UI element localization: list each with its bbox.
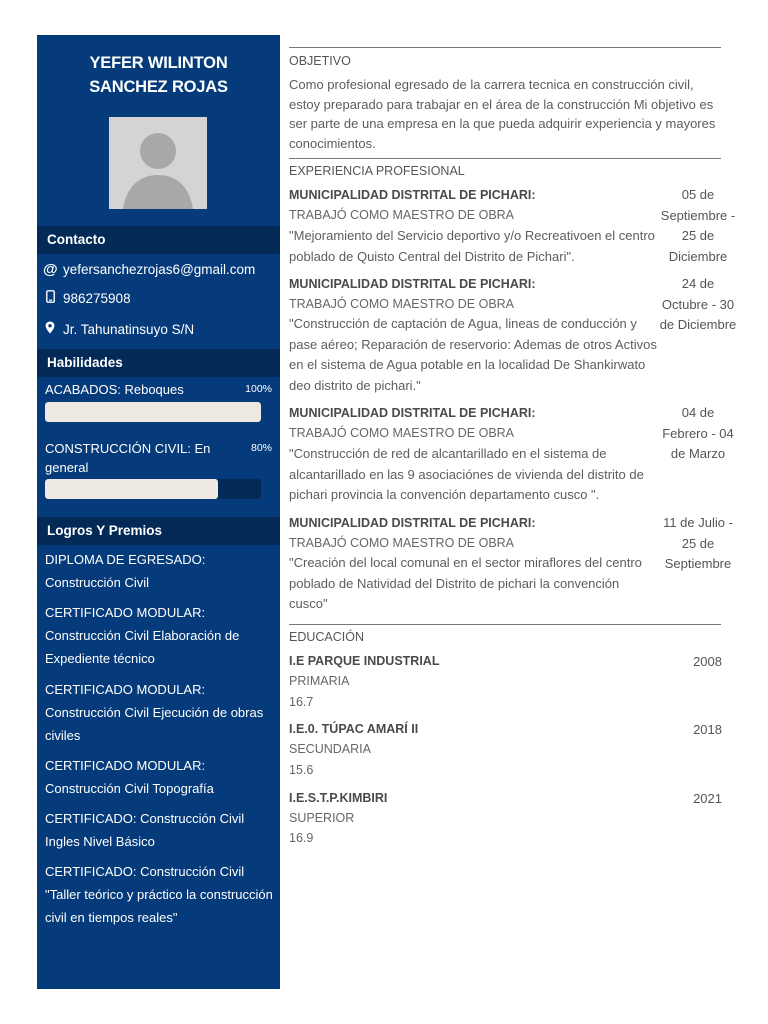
- experience-role: TRABAJÓ COMO MAESTRO DE OBRA: [289, 536, 515, 550]
- contact-address: [43, 321, 194, 339]
- experience-desc: "Mejoramiento del Servicio deportivo y/o Recreativoen el centro poblado de Quisto Central del Distrito de Pichari".: [289, 228, 655, 264]
- experience-org: MUNICIPALIDAD DISTRITAL DE PICHARI:: [289, 516, 536, 530]
- contact-email[interactable]: [43, 261, 255, 279]
- divider: [289, 624, 721, 625]
- award-item: CERTIFICADO: Construcción Civil "Taller teórico y práctico la construcción civil en tiempos reales": [45, 864, 273, 925]
- experience-date: 24 de Octubre - 30 de Diciembre: [659, 276, 737, 332]
- skill-bar: [45, 402, 261, 422]
- divider: [289, 47, 721, 48]
- name-line-1: YEFER WILINTON: [89, 54, 228, 72]
- experience-role: TRABAJÓ COMO MAESTRO DE OBRA: [289, 208, 515, 222]
- education-school: I.E.0. TÚPAC AMARÍ II: [289, 722, 419, 736]
- phone-icon: [43, 290, 57, 308]
- skill-percent: 100%: [245, 383, 272, 395]
- education-year: 2018: [693, 722, 722, 737]
- education-year: 2021: [693, 791, 722, 806]
- objective-text: Como profesional egresado de la carrera tecnica en construcción civil, estoy preparado para trabajar en el área de la construcción Mi objetivo es ser parte de una empresa en la que pueda adquirir experiencia y mayores conocimientos.: [289, 77, 716, 151]
- education-grade: 15.6: [289, 763, 314, 777]
- education-school: I.E.S.T.P.KIMBIRI: [289, 791, 388, 805]
- education-level: PRIMARIA: [289, 674, 350, 688]
- sidebar: [37, 35, 280, 989]
- divider: [289, 158, 721, 159]
- education-grade: 16.9: [289, 831, 314, 845]
- contact-heading: Contacto: [37, 226, 280, 254]
- skill-label: CONSTRUCCIÓN CIVIL: En general: [45, 441, 211, 475]
- name-line-2: SANCHEZ ROJAS: [89, 78, 228, 96]
- experience-role: TRABAJÓ COMO MAESTRO DE OBRA: [289, 297, 515, 311]
- experience-org: MUNICIPALIDAD DISTRITAL DE PICHARI:: [289, 406, 536, 420]
- map-pin-icon: [43, 321, 57, 339]
- awards-heading: Logros Y Premios: [37, 517, 280, 545]
- profile-photo: [109, 117, 207, 209]
- email-text: yefersanchezrojas6@gmail.com: [63, 262, 256, 277]
- experience-desc: "Construcción de red de alcantarillado en el sistema de alcantarillado en las 9 asociaciónes de vivienda del distrito de pichari provincia la convención departamento cusco ".: [289, 446, 644, 502]
- education-level: SECUNDARIA: [289, 742, 371, 756]
- experience-org: MUNICIPALIDAD DISTRITAL DE PICHARI:: [289, 188, 536, 202]
- contact-phone[interactable]: [43, 290, 131, 308]
- education-year: 2008: [693, 654, 722, 669]
- experience-date: 05 de Septiembre - 25 de Diciembre: [660, 187, 736, 264]
- award-item: CERTIFICADO: Construcción Civil Ingles Nivel Básico: [45, 811, 245, 849]
- experience-org: MUNICIPALIDAD DISTRITAL DE PICHARI:: [289, 277, 536, 291]
- award-item: CERTIFICADO MODULAR: Construcción Civil Elaboración de Expediente técnico: [45, 605, 240, 666]
- skill-bar: [45, 479, 261, 499]
- skill-percent: 80%: [250, 442, 272, 454]
- education-level: SUPERIOR: [289, 811, 355, 825]
- skill-bar-fill: [45, 402, 261, 422]
- skill-label: ACABADOS: Reboques: [45, 382, 184, 397]
- objective-heading: OBJETIVO: [289, 54, 351, 68]
- experience-desc: "Creación del local comunal en el sector miraflores del centro poblado de Natividad del Distrito de pichari la convención cusco": [289, 555, 642, 611]
- award-item: DIPLOMA DE EGRESADO: Construcción Civil: [45, 552, 206, 590]
- experience-role: TRABAJÓ COMO MAESTRO DE OBRA: [289, 426, 515, 440]
- education-grade: 16.7: [289, 695, 314, 709]
- person-placeholder-icon: [109, 117, 207, 209]
- person-name: [37, 35, 280, 99]
- skills-heading: Habilidades: [37, 349, 280, 377]
- experience-desc: "Construcción de captación de Agua, lineas de conducción y pase aéreo; Reparación de reservorio: Ademas de otros Activos en el sistema de Agua potable en la localidad De Shankirwato deo distrito de pichari.": [289, 316, 657, 393]
- experience-date: 04 de Febrero - 04 de Marzo: [662, 405, 734, 461]
- experience-date: 11 de Julio - 25 de Septiembre: [663, 515, 733, 571]
- address-text: Jr. Tahunatinsuyo S/N: [63, 322, 195, 337]
- education-heading: EDUCACIÓN: [289, 630, 365, 644]
- education-school: I.E PARQUE INDUSTRIAL: [289, 654, 440, 668]
- phone-text: 986275908: [63, 291, 131, 306]
- at-icon: @: [43, 261, 58, 278]
- award-item: CERTIFICADO MODULAR: Construcción Civil Topografía: [45, 758, 214, 796]
- award-item: CERTIFICADO MODULAR: Construcción Civil Ejecución de obras civiles: [45, 682, 264, 743]
- experience-heading: EXPERIENCIA PROFESIONAL: [289, 164, 465, 178]
- skill-bar-fill: [45, 479, 218, 499]
